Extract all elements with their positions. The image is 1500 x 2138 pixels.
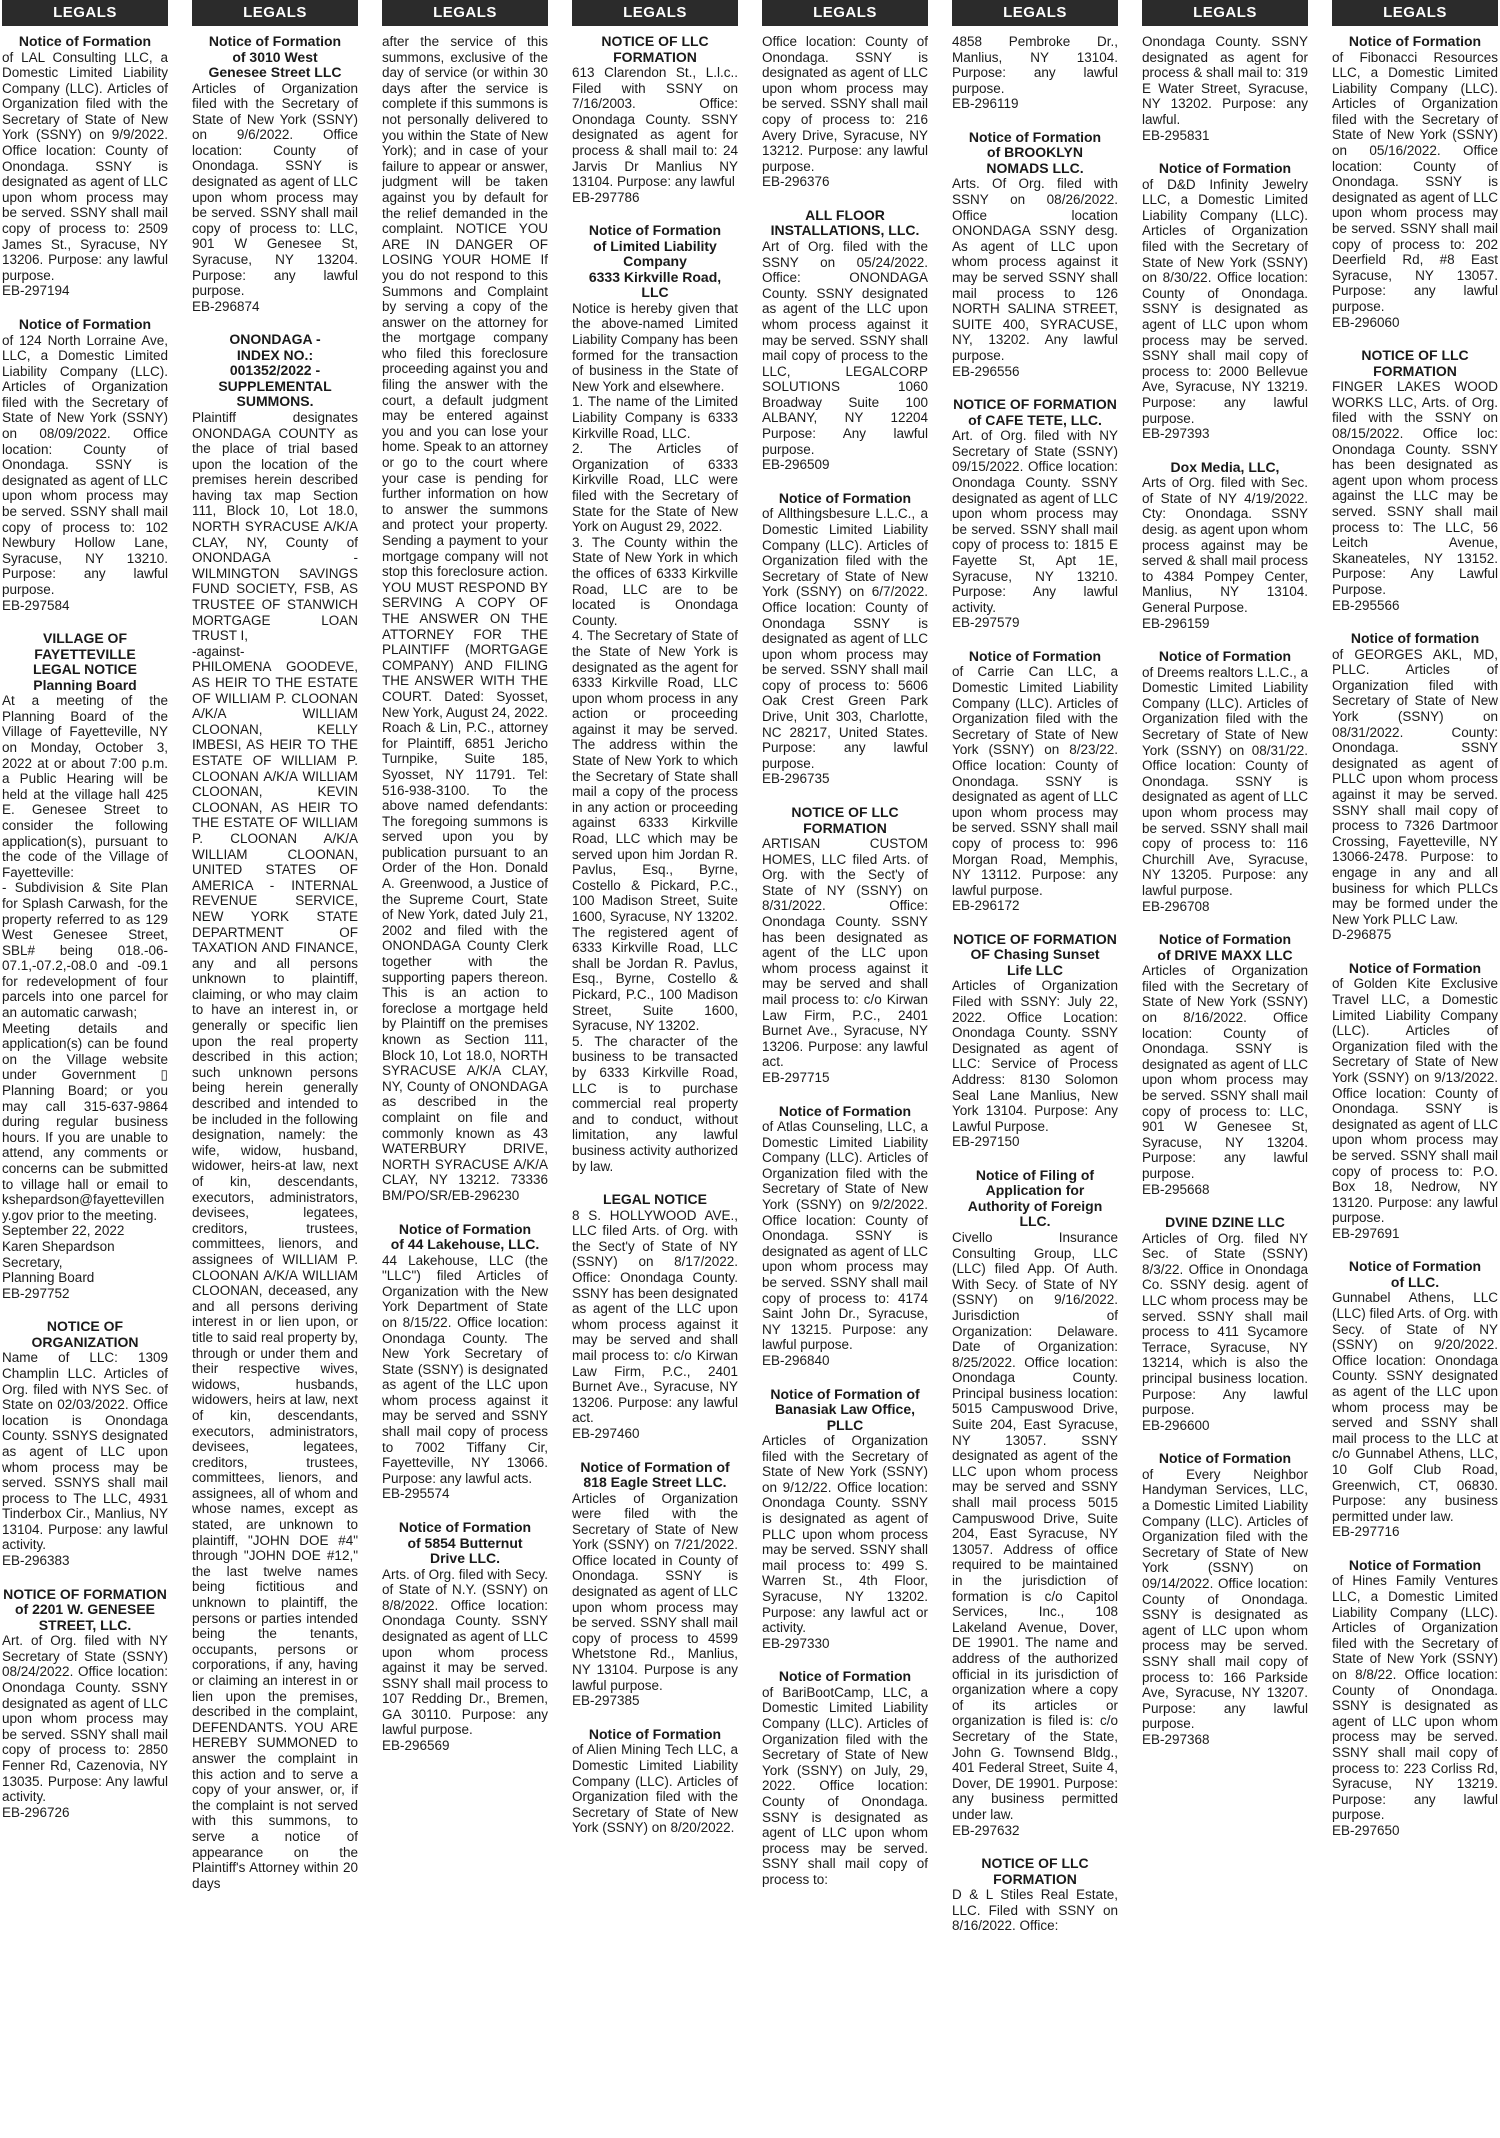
notice-reference-number: EB-297650 <box>1332 1822 1400 1838</box>
notice-reference-number: EB-297393 <box>1142 426 1210 442</box>
notice-title: Notice of Formation of 3010 West Genesee Street LLC <box>208 33 342 80</box>
legal-notice <box>1142 649 1308 914</box>
notice-title: Notice of Formation <box>968 647 1102 664</box>
notice-title: LEGAL NOTICE <box>603 1191 707 1208</box>
notice-body: of BariBootCamp, LLC, a Domestic Limited Liability Company (LLC). Articles of Organization filed with the Secretary of State of New York (SSNY) on July, 29, 2022. Office location: County of Onondaga. SSNY is designated as agent of LLC upon whom process may be served. SSNY shall mail copy of process to: <box>762 1684 928 1887</box>
notice-reference-number: EB-296383 <box>2 1553 70 1569</box>
legal-notice <box>2 317 168 613</box>
notice-title: NOTICE OF LLC FORMATION <box>791 804 899 836</box>
notice-reference-number: EB-297786 <box>572 189 640 205</box>
notice-body: of 124 North Lorraine Ave, LLC, a Domestic Limited Liability Company (LLC). Articles of Organization filed with the Secretary of State of New York (SSNY) on 08/09/2022. Office location: County of Onondaga. SSNY is designated as agent of LLC upon whom process may be served. SSNY shall mail copy of process to: 102 Newbury Hollow Lane, Syracuse, NY 13210. Purpose: any lawful purpose. <box>2 332 168 597</box>
notice-body: D & L Stiles Real Estate, LLC. Filed with SSNY on 8/16/2022. Office: <box>952 1887 1118 1934</box>
notice-reference-number: EB-296119 <box>952 96 1019 112</box>
notice-reference-number: EB-297460 <box>572 1425 640 1441</box>
notice-body: Art. of Org. filed with NY Secretary of State (SSNY) 08/24/2022. Office location: Onondaga County. SSNY designated as agent of LLC upon whom process may be served. SSNY shall mail copy of process to: 2850 Fenner Rd, Cazenovia, NY 13035. Purpose: Any lawful activity. <box>2 1633 168 1805</box>
notice-body: of GEORGES AKL, MD, PLLC. Articles of Organization filed with Secretary of State of New York (SSNY) on 08/31/2022. County: Onondaga. SSNY designated as agent of PLLC upon whom process against it may be served. SSNY shall mail copy of process to 7326 Dartmoor Crossing, Fayetteville, NY 13066-2478. Purpose: to engage in any and all business for which PLLCs may be formed under the New York PLLC Law. <box>1332 646 1498 927</box>
notice-title: Notice of Formation of Banasiak Law Office, PLLC <box>770 1385 920 1433</box>
legal-notice <box>952 1168 1118 1838</box>
legal-notice <box>762 1104 928 1369</box>
notice-body: Art. of Org. filed with NY Secretary of State (SSNY) 09/15/2022. Office location: Onondaga County. SSNY designated as agent of LLC upon whom process may be served. SSNY shall mail copy of process to: 1815 E Fayette St, Apt 1E, Syracuse, NY 13210. Purpose: Any lawful activity. <box>952 428 1118 615</box>
notice-body: 613 Clarendon St., L.l.c.. Filed with SSNY on 7/16/2003. Office: Onondaga County. SSNY designated as agent for process & shall mail to: 24 Jarvis Dr Manlius NY 13104. Purpose: any lawful <box>572 65 738 190</box>
notice-body: Articles of Org. filed NY Sec. of State (SSNY) 8/3/22. Office in Onondaga Co. SSNY desig. agent of LLC whom process may be served. SSNY shall mail process to 411 Sycamore Terrace, Syracuse, NY 13214, which is also the principal business location. Purpose: Any lawful purpose. <box>1142 1230 1308 1418</box>
notice-title: Notice of formation <box>1350 630 1480 647</box>
notice-reference-number: EB-296708 <box>1142 898 1210 914</box>
legal-notice <box>2 1587 168 1821</box>
notice-title: Notice of Formation of Limited Liability Company 6333 Kirkville Road, LLC <box>588 222 722 301</box>
notice-reference-number: EB-297716 <box>1332 1524 1400 1540</box>
notice-title: Notice of Formation <box>1158 1450 1292 1467</box>
notice-reference-number: EB-296840 <box>762 1352 830 1368</box>
legal-notice <box>762 491 928 787</box>
notice-body: Onondaga County. SSNY designated as agent for process & shall mail to: 319 E Water Street, Syracuse, NY 13202. Purpose: any lawful. <box>1142 34 1308 127</box>
notice-reference-number: EB-296726 <box>2 1804 70 1820</box>
notice-title: Notice of Formation <box>18 33 152 49</box>
legals-column <box>382 0 548 2138</box>
legal-notice <box>1332 1259 1498 1540</box>
notice-title: Notice of Formation of DRIVE MAXX LLC <box>1157 931 1293 963</box>
notice-body: Articles of Organization filed with the Secretary of State of New York (SSNY) on 9/6/2022. Office location: County of Onondaga. SSNY is designated as agent of LLC upon whom process may be served. SSNY shall mail copy of process to: LLC, 901 W Genesee St, Syracuse, NY 13204. Purpose: any lawful purpose. <box>192 80 358 299</box>
column-header: LEGALS <box>2 0 168 26</box>
notice-body: of Every Neighbor Handyman Services, LLC, a Domestic Limited Liability Company (LLC). Articles of Organization filed with the Secretary of State of New York (SSNY) on 09/14/2022. Office location: County of Onondaga. SSNY is designated as agent of LLC upon whom process may be served. SSNY shall mail copy of process to: 166 Parkside Ave, Syracuse, NY 13207. Purpose: any lawful purpose. <box>1142 1466 1308 1732</box>
notice-reference-number: EB-295566 <box>1332 597 1400 613</box>
notice-body: Arts. Of Org. filed with SSNY on 08/26/2022. Office location ONONDAGA SSNY desg. As agent of LLC upon whom process against it may be served SSNY shall mail process to 126 NORTH SALINA STREET, SUITE 400, SYRACUSE, NY, 13202. Any lawful purpose. <box>952 176 1118 363</box>
notice-reference-number: D-296875 <box>1332 927 1392 943</box>
legal-notice <box>1332 631 1498 943</box>
notice-reference-number: EB-296060 <box>1332 314 1400 330</box>
notice-title: NOTICE OF LLC FORMATION <box>1361 347 1469 379</box>
notice-body: Arts. of Org. filed with Secy. of State of N.Y. (SSNY) on 8/8/2022. Office location: Onondaga County. SSNY designated as agent of LLC upon whom process against it may be served. SSNY shall mail process to 107 Redding Dr., Bremen, GA 30110. Purpose: any lawful purpose. <box>382 1566 548 1738</box>
notice-title: Notice of Formation <box>1348 1556 1482 1573</box>
notice-reference-number: EB-297752 <box>2 1285 70 1301</box>
notice-reference-number: EB-297150 <box>952 1134 1020 1150</box>
notice-body: Notice is hereby given that the above-named Limited Liability Company has been formed for the transaction of business in the State of New York and elsewhere. 1. The name of the Limited Liability Company is 6333 Kirkville Road, LLC. 2. The Articles of Organization of 6333 Kirkville Road, LLC were filed with the Secretary of State for the State of New York on August 29, 2022. 3. The County within the State of New York in which the offices of 6333 Kirkville Road, LLC are to be located is Onondaga County. 4. The Secretary of State of the State of New York is designated as the agent for 6333 Kirkville Road, LLC upon whom process in any action or proceeding against it may be served. The address within the State of New York to which the Secretary of State shall mail a copy of the process in any action or proceeding against 6333 Kirkville Road, LLC which may be served upon him Jordan R. Pavlus, Esq., Byrne, Costello & Pickard, P.C., 100 Madison Street, Suite 1600, Syracuse, NY 13202. The registered agent of 6333 Kirkville Road, LLC shall be Jordan R. Pavlus, Esq., Byrne, Costello & Pickard, P.C., 100 Madison Street, Suite 1600, Syracuse, NY 13202. 5. The character of the business to be transacted by 6333 Kirkville Road, LLC is to purchase commercial real property and to conduct, without limitation, any lawful business activity authorized by law. <box>572 300 738 1174</box>
legal-notice <box>1332 961 1498 1242</box>
legal-notice <box>1142 161 1308 442</box>
notice-title: NOTICE OF FORMATION of 2201 W. GENESEE STREET, LLC. <box>3 1585 167 1633</box>
notice-title: Notice of Formation <box>1158 648 1292 665</box>
legal-notice <box>2 631 168 1301</box>
notice-reference-number: EB-296509 <box>762 457 830 473</box>
notice-body: 4858 Pembroke Dr., Manlius, NY 13104. Purpose: any lawful purpose. <box>952 34 1118 96</box>
notice-body: of Atlas Counseling, LLC, a Domestic Limited Liability Company (LLC). Articles of Organization filed with the Secretary of State of New York (SSNY) on 9/2/2022. Office location: County of Onondaga. SSNY is designated as agent of LLC upon whom process may be served. SSNY shall mail copy of process to: 4174 Saint John Dr., Syracuse, NY 13215. Purpose: any lawful purpose. <box>762 1119 928 1353</box>
notice-title: Notice of Formation of 44 Lakehouse, LLC. <box>390 1220 540 1253</box>
notice-body: of Alien Mining Tech LLC, a Domestic Limited Liability Company (LLC). Articles of Organization filed with the Secretary of State of New York (SSNY) on 8/20/2022. <box>572 1742 738 1836</box>
legals-column <box>952 0 1118 2138</box>
notice-reference-number: EB-296172 <box>952 898 1020 914</box>
notice-reference-number: EB-295831 <box>1142 127 1210 143</box>
legal-notice <box>1332 348 1498 613</box>
notice-body: Articles of Organization filed with the Secretary of State of New York (SSNY) on 8/16/2022. Office location: County of Onondaga. SSNY is designated as agent of LLC upon whom process may be served. SSNY shall mail copy of process to: LLC, 901 W Genesee St, Syracuse, NY 13204. Purpose: any lawful purpose. <box>1142 963 1308 1181</box>
notice-title: NOTICE OF ORGANIZATION <box>31 1318 139 1350</box>
legal-notice <box>572 1727 738 1836</box>
legal-notice <box>762 208 928 473</box>
notice-title: NOTICE OF FORMATION of CAFE TETE, LLC. <box>953 396 1117 428</box>
notice-body: Plaintiff designates ONONDAGA COUNTY as the place of trial based upon the location of the premises herein described having tax map Section 111, Block 10, Lot 18.0, NORTH SYRACUSE A/K/A CLAY, NY, County of ONONDAGA - WILMINGTON SAVINGS FUND SOCIETY, FSB, AS TRUSTEE OF STANWICH MORTGAGE LOAN TRUST I, -against- PHILOMENA GOODEVE, AS HEIR TO THE ESTATE OF WILLIAM P. CLOONAN A/K/A WILLIAM CLOONAN, KELLY IMBESI, AS HEIR TO THE ESTATE OF WILLIAM P. CLOONAN A/K/A WILLIAM CLOONAN, KEVIN CLOONAN, AS HEIR TO THE ESTATE OF WILLIAM P. CLOONAN A/K/A WILLIAM CLOONAN, UNITED STATES OF AMERICA - INTERNAL REVENUE SERVICE, NEW YORK STATE DEPARTMENT OF TAXATION AND FINANCE, any and all persons unknown to plaintiff, claiming, or who may claim to have an interest in, or generally or specific lien upon the real property described in this action; such unknown persons being herein generally described and intended to be included in the following designation, namely: the wife, widow, husband, widower, heirs-at law, next of kin, descendants, executors, administrators, devisees, legatees, creditors, trustees, committees, lienors, and assignees of WILLIAM P. CLOONAN A/K/A WILLIAM CLOONAN, deceased, any and all persons deriving interest in or lien upon, or title to said real property by, through or under them and their respective wives, widows, husbands, widowers, heirs at law, next of kin, descendants, executors, administrators, devisees, legatees, creditors, trustees, committees, lienors, and assignees, all of whom and whose names, except as stated, are unknown to plaintiff, "JOHN DOE #4" through "JOHN DOE #12," the last twelve names being fictitious and unknown to plaintiff, the persons or parties intended being the tenants, occupants, persons or corporations, if any, having or claiming an interest in or lien upon the premises, described in the complaint, DEFENDANTS. YOU ARE HEREBY SUMMONED to answer the complaint in this action and to serve a copy of your answer, or, if the complaint is not served with this summons, to serve a notice of appearance on the Plaintiff's Attorney within 20 days <box>192 409 358 1891</box>
legal-notice <box>952 932 1118 1150</box>
notice-body: Name of LLC: 1309 Champlin LLC. Articles of Org. filed with NYS Sec. of State on 02/03/2022. Office location is Onondaga County. SSNYS designated as agent of LLC upon whom process may be served. SSNYS shall mail process to The LLC, 4931 Tinderbox Cir., Manlius, NY 13104. Purpose: any lawful activity. <box>2 1350 168 1553</box>
column-header: LEGALS <box>572 0 738 26</box>
notice-reference-number: EB-295668 <box>1142 1181 1210 1197</box>
legal-notice <box>192 332 358 1891</box>
notice-body: Office location: County of Onondaga. SSNY is designated as agent of LLC upon whom process may be served. SSNY shall mail copy of process to: 216 Avery Drive, Syracuse, NY 13212. Purpose: any lawful purpose. <box>762 34 928 174</box>
notice-body: ARTISAN CUSTOM HOMES, LLC filed Arts. of Org. with the Sect'y of State of NY (SSNY) on 8/31/2022. Office: Onondaga County. SSNY has been designated as agent of the LLC upon whom process against it may be served and shall mail process to: c/o Kirwan Law Firm, P.C., 2401 Burnet Ave., Syracuse, NY 13206. Purpose: any lawful act. <box>762 836 928 1070</box>
notice-title: Notice of Formation <box>18 316 152 332</box>
legal-notice <box>192 34 358 314</box>
column-header: LEGALS <box>382 0 548 26</box>
legal-notice <box>952 34 1118 112</box>
notice-title: Notice of Formation <box>778 1102 912 1119</box>
notice-title: NOTICE OF LLC FORMATION <box>981 1855 1089 1887</box>
notice-body: 44 Lakehouse, LLC (the "LLC") filed Articles of Organization with the New York Department of State on 8/15/22. Office location: Onondaga County. The New York Secretary of State (SSNY) is designated as agent of the LLC upon whom process against it may be served and SSNY shall mail copy of process to 7002 Tiffany Cir, Fayetteville, NY 13066. Purpose: any lawful acts. <box>382 1252 548 1486</box>
notice-title: Notice of Formation of LLC. <box>1348 1258 1482 1290</box>
notice-title: Dox Media, LLC, <box>1170 458 1280 475</box>
notice-title: NOTICE OF LLC FORMATION <box>601 33 709 65</box>
notice-reference-number: EB-297691 <box>1332 1225 1400 1241</box>
legal-notice <box>952 1856 1118 1934</box>
column-header: LEGALS <box>192 0 358 26</box>
notice-reference-number: EB-296556 <box>952 363 1020 379</box>
legal-notice <box>1142 1215 1308 1433</box>
notice-body: of Allthingsbesure L.L.C., a Domestic Limited Liability Company (LLC). Articles of Organization filed with the Secretary of State of New York (SSNY) on 6/7/2022. Office location: County of Onondaga SSNY is designated as agent of LLC upon whom process may be served. SSNY shall mail copy of process to: 5606 Oak Crest Green Park Drive, Unit 303, Charlotte, NC 28217, United States. Purpose: any lawful purpose. <box>762 506 928 771</box>
notice-body: At a meeting of the Planning Board of the Village of Fayetteville, NY on Monday, October 3, 2022 at or about 7:00 p.m. a Public Hearing will be held at the village hall 425 E. Genesee Street to consider the following application(s), pursuant to the code of the Village of Fayetteville: - Subdivision & Site Plan for Splash Carwash, for the property referred to as 129 West Genesee Street, SBL# being 018.-06-07.1,-07.2,-08.0 and -09.1 for redevelopment of four parcels into one parcel for an automatic carwash; Meeting details and application(s) can be found on the Village website under Government ▯ Planning Board; or you may call 315-637-9864 during regular business hours. If you are unable to attend, any comments or concerns can be submitted to village hall or email to kshepardson@fayettevilleny.gov prior to the meeting. September 22, 2022 Karen Shepardson Secretary, Planning Board <box>2 693 168 1286</box>
legal-notice <box>952 130 1118 379</box>
notice-body: of LAL Consulting LLC, a Domestic Limited Liability Company (LLC). Articles of Organization filed with the Secretary of State of New York (SSNY) on 9/9/2022. Office location: County of Onondaga. SSNY is designated as agent of LLC upon whom process may be served. SSNY shall mail copy of process to: 2509 James St., Syracuse, NY 13206. Purpose: any lawful purpose. <box>2 49 168 283</box>
notice-reference-number: EB-296600 <box>1142 1417 1210 1433</box>
notice-body: Civello Insurance Consulting Group, LLC (LLC) filed App. Of Auth. With Secy. of State of NY (SSNY) on 9/16/2022. Jurisdiction of Organization: Delaware. Date of Organization: 8/25/2022. Office location: Onondaga County. Principal business location: 5015 Campuswood Drive, Suite 204, East Syracuse, NY 13057. SSNY designated as agent of the LLC upon whom process may be served and SSNY shall mail process 5015 Campuswood Drive, Suite 204, East Syracuse, NY 13057. Address of office required to be maintained in the jurisdiction of formation is c/o Capitol Services, Inc., 108 Lakeland Avenue, Dover, DE 19901. The name and address of the authorized official in its jurisdiction of organization where a copy of its articles or organization is filed is: c/o Secretary of the State, John G. Townsend Bldg., 401 Federal Street, Suite 4, Dover, DE 19901. Purpose: any business permitted under law. <box>952 1229 1118 1822</box>
notice-reference-number: EB-297632 <box>952 1822 1020 1838</box>
notice-reference-number: EB-297385 <box>572 1693 640 1709</box>
notice-body: of Hines Family Ventures LLC, a Domestic Limited Liability Company (LLC). Articles of Organization filed with the Secretary of State of New York (SSNY) on 8/8/22. Office location: County of Onondaga. SSNY is designated as agent of LLC upon whom process may be served. SSNY shall mail copy of process to: 223 Corliss Rd, Syracuse, NY 13219. Purpose: any lawful purpose. <box>1332 1573 1498 1823</box>
notice-body: after the service of this summons, exclusive of the day of service (or within 30 days after the service is complete if this summons is not personally delivered to you within the State of New York); and in case of your failure to appear or answer, judgment will be taken against you by default for the relief demanded in the complaint. NOTICE YOU ARE IN DANGER OF LOSING YOUR HOME If you do not respond to this Summons and Complaint by serving a copy of the answer on the attorney for the mortgage company who filed this foreclosure proceeding against you and filing the answer with the court, a default judgment may be entered against you and you can lose your home. Speak to an attorney or go to the court where your case is pending for further information on how to answer the summons and protect your property. Sending a payment to your mortgage company will not stop this foreclosure action. YOU MUST RESPOND BY SERVING A COPY OF THE ANSWER ON THE ATTORNEY FOR THE PLAINTIFF (MORTGAGE COMPANY) AND FILING THE ANSWER WITH THE COURT. Dated: Syosset, New York, August 24, 2022. Roach & Lin, P.C., attorney for Plaintiff, 6851 Jericho Turnpike, Suite 185, Syosset, NY 11791. Tel: 516-938-3100. To the above named defendants: The foregoing summons is served upon you by publication pursuant to an Order of the Hon. Donald A. Greenwood, a Justice of the Supreme Court, State of New York, dated July 21, 2002 and filed with the ONONDAGA County Clerk together with the supporting papers thereon. This is an action to foreclose a mortgage held by Plaintiff on the premises known as Section 111, Block 10, Lot 18.0, NORTH SYRACUSE A/K/A CLAY, NY, County of ONONDAGA as described in the complaint on file and commonly known as 43 WATERBURY DRIVE, NORTH SYRACUSE A/K/A CLAY, NY 13212. 73336 BM/PO/SR/EB-296230 <box>382 34 548 1203</box>
legal-notice <box>1142 932 1308 1197</box>
notice-reference-number: EB-296569 <box>382 1738 450 1754</box>
notice-title: Notice of Formation <box>1348 33 1482 49</box>
column-header: LEGALS <box>1332 0 1498 26</box>
legal-notice <box>1332 1558 1498 1839</box>
legal-notice <box>382 1222 548 1503</box>
notice-title: ONONDAGA - INDEX NO.: 001352/2022 - SUPPLEMENTAL SUMMONS. <box>218 331 332 410</box>
legal-notice <box>1142 34 1308 143</box>
notice-reference-number: EB-297194 <box>2 283 70 299</box>
notice-body: 8 S. HOLLYWOOD AVE., LLC filed Arts. of Org. with the Sect'y of State of NY (SSNY) on 8/17/2022. Office: Onondaga County. SSNY has been designated as agent of the LLC upon whom process against it may be served and shall mail process to: c/o Kirwan Law Firm, P.C., 2401 Burnet Ave., Syracuse, NY 13206. Purpose: any lawful act. <box>572 1207 738 1426</box>
notice-reference-number: EB-296735 <box>762 771 830 787</box>
legal-notice <box>2 1319 168 1568</box>
notice-body: of Carrie Can LLC, a Domestic Limited Liability Company (LLC). Articles of Organization filed with the Secretary of State of New York (SSNY) on 8/23/22. Office location: County of Onondaga. SSNY is designated as agent of LLC upon whom process may be served. SSNY shall mail copy of process to: 996 Morgan Road, Memphis, NY 13112. Purpose: any lawful purpose. <box>952 664 1118 898</box>
notice-reference-number: EB-295574 <box>382 1486 450 1502</box>
legals-column <box>1332 0 1498 2138</box>
notice-reference-number: EB-297584 <box>2 597 70 613</box>
legal-notice <box>762 1387 928 1652</box>
notice-title: Notice of Formation <box>1158 160 1292 177</box>
notice-reference-number: EB-296376 <box>762 174 830 190</box>
legal-notice <box>1332 34 1498 330</box>
legals-column <box>572 0 738 2138</box>
notice-reference-number: EB-297579 <box>952 615 1020 631</box>
notice-body: Art of Org. filed with the SSNY on 05/24/2022. Office: ONONDAGA County. SSNY designated as agent of the LLC upon whom process against it may be served. SSNY shall mail copy of process to the LLC, LEGALCORP SOLUTIONS 1060 Broadway Suite 100 ALBANY, NY 12204 Purpose: Any lawful purpose. <box>762 238 928 457</box>
legal-notice <box>382 1520 548 1754</box>
notice-body: of Golden Kite Exclusive Travel LLC, a Domestic Limited Liability Company (LLC). Articles of Organization filed with the Secretary of State of New York (SSNY) on 9/13/2022. Office location: County of Onondaga. SSNY is designated as agent of LLC upon whom process may be served. SSNY shall mail copy of process to: P.O. Box 18, Nedrow, NY 13120. Purpose: any lawful purpose. <box>1332 976 1498 1226</box>
notice-body: of Dreems realtors L.L.C., a Domestic Limited Liability Company (LLC). Articles of Organization filed with the Secretary of State of New York (SSNY) on 08/31/22. Office location: County of Onondaga. SSNY is designated as agent of LLC upon whom process may be served. SSNY shall mail copy of process to: 116 Churchill Ave, Syracuse, NY 13205. Purpose: any lawful purpose. <box>1142 664 1308 898</box>
column-header: LEGALS <box>952 0 1118 26</box>
legals-column <box>1142 0 1308 2138</box>
column-header: LEGALS <box>1142 0 1308 26</box>
legal-notice <box>1142 460 1308 631</box>
legal-notice <box>762 805 928 1086</box>
legals-column <box>762 0 928 2138</box>
notice-title: ALL FLOOR INSTALLATIONS, LLC. <box>770 206 920 239</box>
notice-reference-number: EB-297368 <box>1142 1731 1210 1747</box>
legal-notice <box>2 34 168 299</box>
legals-column <box>2 0 168 2138</box>
legals-column <box>192 0 358 2138</box>
notice-title: Notice of Formation of 818 Eagle Street LLC. <box>580 1458 730 1490</box>
legal-notice <box>572 1460 738 1709</box>
notice-title: Notice of Formation <box>778 489 912 506</box>
notice-reference-number: EB-296159 <box>1142 615 1210 631</box>
notice-title: Notice of Formation of BROOKLYN NOMADS LLC. <box>968 128 1102 176</box>
notice-reference-number: EB-296874 <box>192 298 260 314</box>
notice-title: Notice of Formation <box>1348 959 1482 976</box>
notice-body: Articles of Organization Filed with SSNY: July 22, 2022. Office Location: Onondaga County. SSNY Designated as agent of LLC: Service of Process Address: 8130 Solomon Seal Lane Manlius, New York 13104. Purpose: Any Lawful Purpose. <box>952 978 1118 1134</box>
notice-title: Notice of Formation <box>588 1725 722 1742</box>
notice-body: of D&D Infinity Jewelry LLC, a Domestic Limited Liability Company (LLC). Articles of Organization filed with the Secretary of State of New York (SSNY) on 8/30/22. Office location: County of Onondaga. SSNY is designated as agent of LLC upon whom process may be served. SSNY shall mail copy of process to: 2000 Bellevue Ave, Syracuse, NY 13219. Purpose: any lawful purpose. <box>1142 176 1308 426</box>
notice-title: Notice of Formation <box>778 1668 912 1685</box>
notice-body: Articles of Organization were filed with the Secretary of State of New York (SSNY) on 7/21/2022. Office located in County of Onondaga. SSNY is designated as agent of LLC upon whom process may be served. SSNY shall mail copy of process to 4599 Whetstone Rd., Manlius, NY 13104. Purpose is any lawful purpose. <box>572 1490 738 1693</box>
notice-body: Arts of Org. filed with Sec. of State of NY 4/19/2022. Cty: Onondaga. SSNY desig. as agent upon whom process against may be served & shall mail process to 4384 Pompey Center, Manlius, NY 13104. General Purpose. <box>1142 475 1308 615</box>
column-header: LEGALS <box>762 0 928 26</box>
notice-body: Articles of Organization filed with the Secretary of State of New York (SSNY) on 9/12/22. Office location: Onondaga County. SSNY is designated as agent of PLLC upon whom process may be served. SSNY shall mail process to: 499 S. Warren St., 4th Floor, Syracuse, NY 13202. Purpose: any lawful act or activity. <box>762 1433 928 1636</box>
notice-title: DVINE DZINE LLC <box>1165 1214 1285 1231</box>
legal-notice <box>952 649 1118 914</box>
notice-body: FINGER LAKES WOOD WORKS LLC, Arts. of Org. filed with the SSNY on 08/15/2022. Office loc: Onondaga County. SSNY has been designated as agent upon whom process against the LLC may be served. SSNY shall mail process to: The LLC, 56 Leitch Avenue, Skaneateles, NY 13152. Purpose: Any Lawful Purpose. <box>1332 379 1498 597</box>
notice-body: of Fibonacci Resources LLC, a Domestic Limited Liability Company (LLC). Articles of Organization filed with the Secretary of State of New York (SSNY) on 05/16/2022. Office location: County of Onondaga. SSNY is designated as agent of LLC upon whom process may be served. SSNY shall mail copy of process to: 202 Deerfield Rd, #8 East Syracuse, NY 13057. Purpose: any lawful purpose. <box>1332 49 1498 314</box>
legal-notice <box>572 34 738 205</box>
notice-title: NOTICE OF FORMATION OF Chasing Sunset Life LLC <box>953 930 1117 978</box>
legal-notice <box>572 223 738 1174</box>
legal-notice <box>1142 1451 1308 1747</box>
legal-notice <box>952 397 1118 631</box>
notice-reference-number: EB-297715 <box>762 1069 830 1085</box>
legal-notice <box>382 34 548 1204</box>
notice-title: VILLAGE OF FAYETTEVILLE LEGAL NOTICE Planning Board <box>33 630 137 693</box>
notice-title: Notice of Formation of 5854 Butternut Drive LLC. <box>398 1519 532 1567</box>
legal-notice <box>762 34 928 190</box>
notice-body: Gunnabel Athens, LLC (LLC) filed Arts. of Org. with Secy. of State of NY (SSNY) on 9/20/2022. Office location: Onondaga County. SSNY designated as agent of the LLC upon whom process may be served and SSNY shall mail process to the LLC at c/o Gunnabel Athens, LLC, 10 Golf Club Road, Greenwich, CT, 06830. Purpose: any business permitted under law. <box>1332 1290 1498 1524</box>
legal-notice <box>762 1669 928 1887</box>
notice-title: Notice of Filing of Application for Authority of Foreign LLC. <box>967 1166 1103 1230</box>
legal-notice <box>572 1192 738 1441</box>
notice-reference-number: EB-297330 <box>762 1635 830 1651</box>
